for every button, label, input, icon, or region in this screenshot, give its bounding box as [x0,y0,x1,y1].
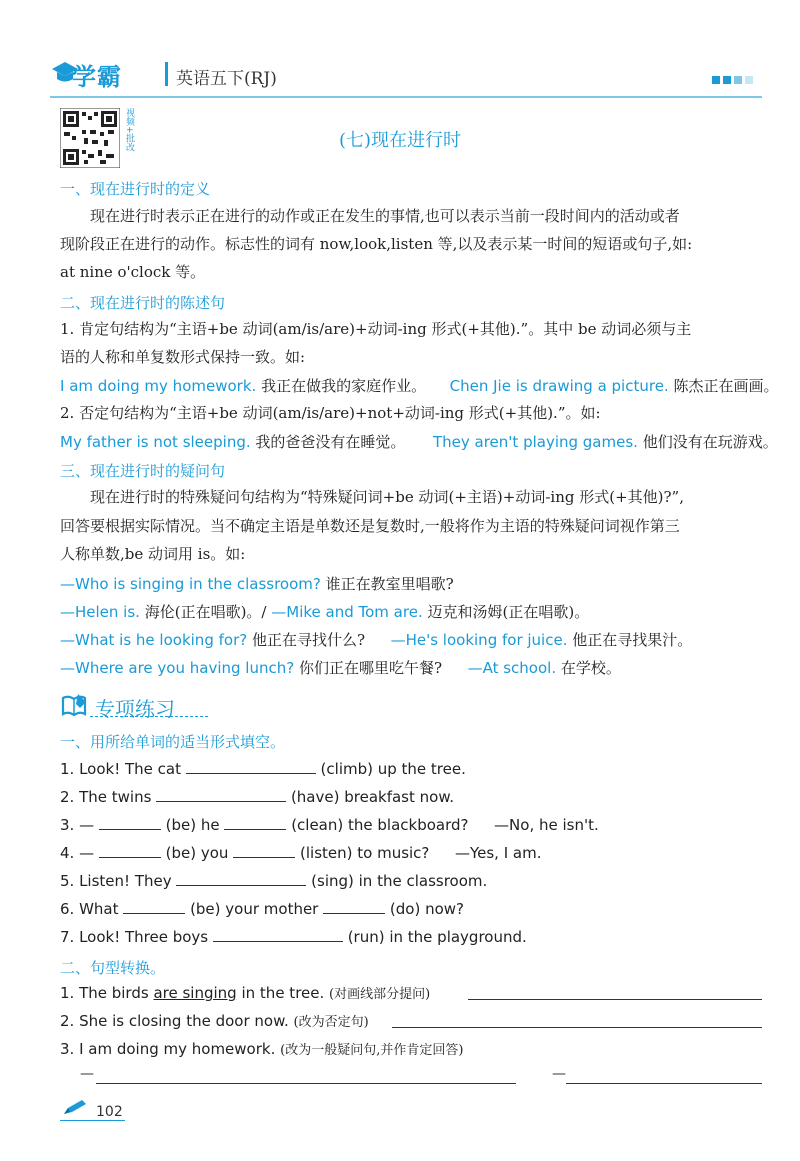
example-line [60,375,779,396]
answer-blank[interactable] [213,925,343,942]
dialogue-cn: 迈克和汤姆(正在唱歌)。 [427,603,590,621]
exercise-item [60,1039,463,1058]
header-decoration [712,69,756,88]
paragraph-line: at nine o'clock 等。 [60,263,206,281]
answer-line[interactable] [566,1082,762,1084]
answer-blank[interactable] [176,869,306,886]
exercise-text: 5. Listen! They [60,872,172,890]
rule-line: 语的人称和单复数形式保持一致。如: [60,348,306,366]
exercise-text: in the tree. [241,984,325,1002]
dialogue-cn: 他正在寻找果汁。 [572,631,693,649]
brand-logo: 学霸 [72,63,122,91]
dialogue-en: —Helen is. [60,603,140,621]
page-number: 102 [96,1104,123,1120]
exercise-item [60,897,464,918]
dialogue-en: —Who is singing in the classroom? [60,575,321,593]
exercise-text: (run) in the playground. [347,928,527,946]
notebook-pen-icon [60,692,88,720]
answer-line[interactable] [96,1082,516,1084]
exercise-text: (have) breakfast now. [290,788,454,806]
exercise-text: (be) your mother [190,900,319,918]
exercise-text: (do) now? [389,900,465,918]
exercise-text: —Yes, I am. [454,844,542,862]
page-header [50,55,762,95]
heading-definition: 一、现在进行时的定义 [60,180,211,198]
exercise-text: 6. What [60,900,119,918]
dialogue-en: —At school. [467,659,557,677]
exercise-text: 3. — [60,816,95,834]
dialogue-cn: 他正在寻找什么? [251,631,366,649]
footer-rule [60,1120,125,1121]
example-cn: 陈杰正在画画。 [673,377,779,395]
paragraph-line: 现在进行时的特殊疑问句结构为“特殊疑问词+be 动词(+主语)+动词-ing 形式(+其他)?”, [90,488,684,506]
rule-line: 2. 否定句结构为“主语+be 动词(am/is/are)+not+动词-ing 形式(+其他).”。如: [60,404,601,422]
dialogue-en: —Where are you having lunch? [60,659,295,677]
example-en: Chen Jie is drawing a picture. [449,377,669,395]
exercise-text: (be) you [165,844,229,862]
practice-title: 专项练习 [95,697,175,721]
pencil-icon [62,1098,90,1116]
header-rule [50,96,762,98]
paragraph-line: 人称单数,be 动词用 is。如: [60,545,246,563]
dialogue-en: —Mike and Tom are. [271,603,423,621]
example-cn: 我的爸爸没有在睡觉。 [255,433,406,451]
example-en: I am doing my homework. [60,377,257,395]
instruction: (对画线部分提问) [329,987,431,1002]
dialogue-line [60,573,454,594]
paragraph-line: 现在进行时表示正在进行的动作或正在发生的事情,也可以表示当前一段时间内的活动或者 [90,207,680,225]
heading-statement: 二、现在进行时的陈述句 [60,294,226,312]
answer-blank[interactable] [156,785,286,802]
dialogue-cn: 你们正在哪里吃午餐? [298,659,443,677]
answer-blank[interactable] [99,813,161,830]
dialogue-line [60,657,621,678]
dialogue-line [60,629,692,650]
dialogue-cn: 谁正在教室里唱歌? [325,575,454,593]
dialogue-line [60,601,589,622]
dialogue-cn: 在学校。 [560,659,621,677]
example-cn: 我正在做我的家庭作业。 [261,377,427,395]
section-title: (七)现在进行时 [338,130,462,151]
exercise-text: 3. I am doing my homework. [60,1040,276,1058]
exercise-text: —No, he isn't. [494,816,599,834]
exercise-item [60,1011,369,1030]
answer-blank[interactable] [224,813,286,830]
exercise-item [60,757,466,778]
exercise-item [60,813,599,834]
answer-blank[interactable] [123,897,185,914]
heading-fill-blank: 一、用所给单词的适当形式填空。 [60,733,286,751]
dialogue-en: —He's looking for juice. [390,631,568,649]
instruction: (改为一般疑问句,并作肯定回答) [280,1043,464,1058]
exercise-item [60,785,454,806]
dialogue-en: —What is he looking for? [60,631,248,649]
heading-question: 三、现在进行时的疑问句 [60,462,226,480]
header-divider [165,62,168,86]
dash-mark: — [80,1066,94,1082]
answer-blank[interactable] [323,897,385,914]
example-en: My father is not sleeping. [60,433,251,451]
exercise-item [60,983,430,1002]
title-underline [90,716,208,719]
answer-blank[interactable] [186,757,316,774]
exercise-text: 2. The twins [60,788,152,806]
paragraph-line: 回答要根据实际情况。当不确定主语是单数还是复数时,一般将作为主语的特殊疑问词视作第三 [60,517,680,535]
example-line [60,431,778,452]
exercise-text: 7. Look! Three boys [60,928,209,946]
dialogue-cn: 海伦(正在唱歌)。/ [144,603,267,621]
answer-blank[interactable] [99,841,161,858]
exercise-item [60,841,541,862]
dash-mark: — [552,1066,566,1082]
answer-line[interactable] [392,1026,762,1028]
answer-blank[interactable] [233,841,295,858]
exercise-text: (climb) up the tree. [320,760,466,778]
exercise-item [60,925,527,946]
exercise-text: 4. — [60,844,95,862]
rule-line: 1. 肯定句结构为“主语+be 动词(am/is/are)+动词-ing 形式(+其他).”。其中 be 动词必须与主 [60,320,692,338]
instruction: (改为否定句) [293,1015,369,1030]
heading-transform: 二、句型转换。 [60,959,166,977]
exercise-item [60,869,487,890]
underlined-phrase: are singing [153,984,237,1002]
exercise-text: 1. Look! The cat [60,760,181,778]
qr-label: 视频+批改 [124,108,134,152]
exercise-text: (be) he [165,816,220,834]
exercise-text: 1. The birds [60,984,149,1002]
example-en: They aren't playing games. [432,433,638,451]
exercise-text: 2. She is closing the door now. [60,1012,289,1030]
exercise-text: (clean) the blackboard? [291,816,469,834]
exercise-text: (listen) to music? [300,844,430,862]
exercise-text: (sing) in the classroom. [311,872,488,890]
example-cn: 他们没有在玩游戏。 [642,433,778,451]
paragraph-line: 现阶段正在进行的动作。标志性的词有 now,look,listen 等,以及表示某一时间的短语或句子,如: [60,235,693,253]
book-title: 英语五下(RJ) [176,69,277,89]
answer-line[interactable] [468,998,762,1000]
